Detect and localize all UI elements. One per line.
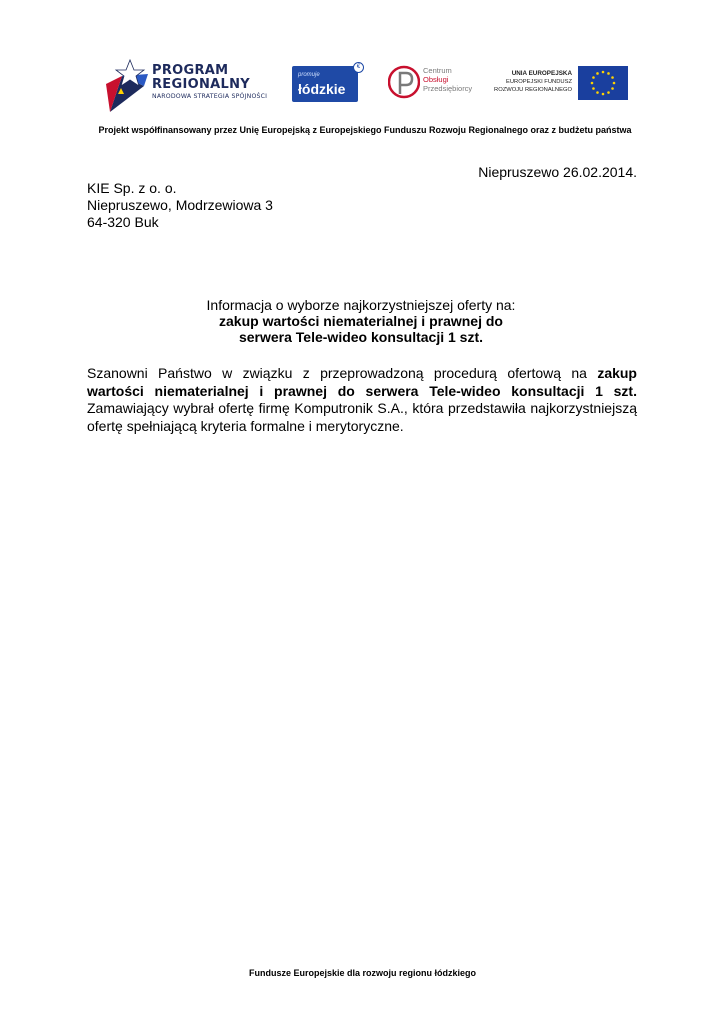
recipient-address <box>87 180 273 231</box>
eu-star-icon <box>607 72 610 75</box>
eu-star-icon <box>592 76 595 79</box>
program-regionalny-star-icon <box>104 56 148 112</box>
eu-star-icon <box>596 91 599 94</box>
lodzkie-box <box>292 66 358 102</box>
program-regionalny-logo <box>104 56 274 112</box>
recipient-street: Niepruszewo, Modrzewiowa 3 <box>87 197 273 213</box>
info-heading-line3: serwera Tele-wideo konsultacji 1 szt. <box>238 329 484 345</box>
recipient-postcode: 64-320 Buk <box>87 214 159 230</box>
centrum-obslugi-p-icon <box>388 64 420 100</box>
centrum-line2: Obsługi <box>423 75 449 84</box>
letter-body <box>87 365 637 435</box>
program-regionalny-line2: REGIONALNY <box>152 77 250 92</box>
program-regionalny-line3: NARODOWA STRATEGIA SPÓJNOŚCI <box>152 93 268 100</box>
lodzkie-big-text: łódzkie <box>298 81 346 97</box>
program-regionalny-line1: PROGRAM <box>152 63 229 78</box>
eu-star-icon <box>602 71 605 74</box>
centrum-line3: Przedsiębiorcy <box>423 84 473 93</box>
unia-line2: EUROPEJSKI FUNDUSZ <box>505 79 572 85</box>
eu-star-icon <box>602 93 605 96</box>
lodzkie-small-text: promuje <box>298 72 320 78</box>
eu-star-icon <box>592 87 595 90</box>
info-heading-line1: Informacja o wyborze najkorzystniejszej oferty na: <box>206 297 516 313</box>
letter-date: Niepruszewo 26.02.2014. <box>478 164 637 180</box>
eu-star-icon <box>611 87 614 90</box>
unia-line3: ROZWOJU REGIONALNEGO <box>494 87 572 93</box>
eu-flag-icon <box>578 66 628 100</box>
eu-star-icon <box>607 91 610 94</box>
info-heading <box>87 297 635 345</box>
unia-line1: UNIA EUROPEJSKA <box>511 70 572 77</box>
eu-star-icon <box>613 82 616 85</box>
letter-body-conclusion: Zamawiający wybrał ofertę firmę Komputronik S.A., która przedstawiła najkorzystniejszą ofertę spełniającą kryteria formalne i merytoryczne. <box>87 400 637 434</box>
eu-star-icon <box>596 72 599 75</box>
centrum-line1: Centrum <box>423 66 452 75</box>
eu-star-icon <box>611 76 614 79</box>
logo-row <box>100 56 630 112</box>
recipient-company: KIE Sp. z o. o. <box>87 180 177 196</box>
centrum-obslugi-logo <box>388 64 478 104</box>
unia-europejska-logo <box>492 64 628 100</box>
page-footer: Fundusze Europejskie dla rozwoju regionu łódzkiego <box>248 968 477 978</box>
funding-note: Projekt współfinansowany przez Unię Europejską z Europejskiego Funduszu Rozwoju Regionalnego oraz z budżetu państwa <box>98 125 632 135</box>
euro-badge-icon: € <box>353 62 364 73</box>
info-heading-line2: zakup wartości niematerialnej i prawnej do <box>219 313 503 329</box>
letter-body-subject: zakup wartości niematerialnej i prawnej do serwera Tele-wideo konsultacji 1 szt. <box>87 365 637 399</box>
eu-star-icon <box>591 82 594 85</box>
lodzkie-logo <box>292 62 364 102</box>
letter-body-intro: Szanowni Państwo w związku z przeprowadzoną procedurą ofertową na <box>87 365 598 381</box>
